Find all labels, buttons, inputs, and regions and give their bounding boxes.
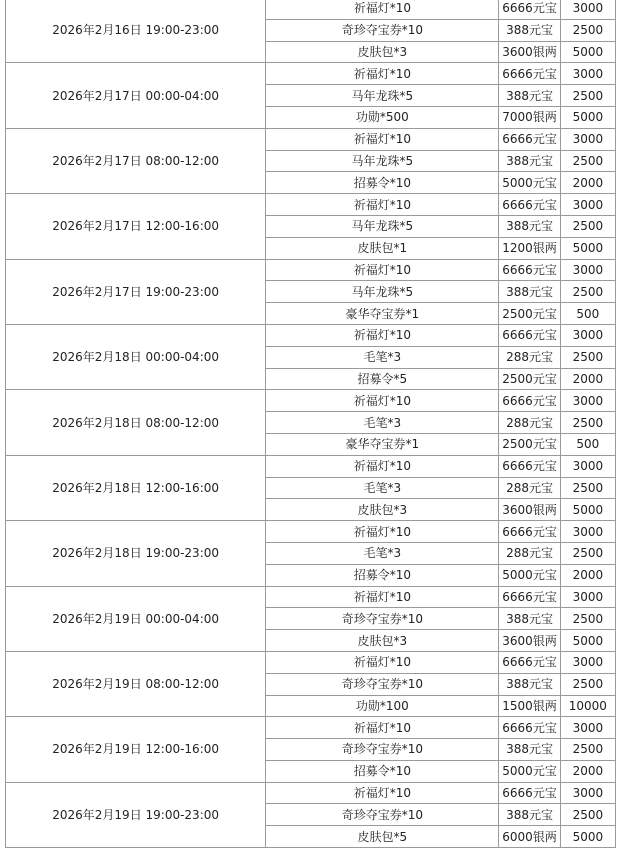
- item-limit-cell: 2500: [560, 19, 615, 41]
- item-name-cell: 毛笔*3: [266, 477, 499, 499]
- item-limit-cell: 3000: [560, 455, 615, 477]
- item-price-cell: 6666元宝: [499, 194, 560, 216]
- item-price-cell: 6666元宝: [499, 128, 560, 150]
- table-row: [6, 455, 616, 477]
- item-limit-cell: 2500: [560, 346, 615, 368]
- table-row: [6, 651, 616, 673]
- time-slot-cell: 2026年2月17日 19:00-23:00: [6, 259, 266, 324]
- schedule-table-body: [6, 0, 616, 848]
- item-name-cell: 奇珍夺宝券*10: [266, 19, 499, 41]
- item-limit-cell: 2500: [560, 150, 615, 172]
- item-name-cell: 祈福灯*10: [266, 0, 499, 19]
- item-price-cell: 3600银两: [499, 630, 560, 652]
- item-price-cell: 3600银两: [499, 41, 560, 63]
- table-row: [6, 717, 616, 739]
- item-name-cell: 祈福灯*10: [266, 521, 499, 543]
- item-name-cell: 皮肤包*5: [266, 826, 499, 848]
- item-price-cell: 288元宝: [499, 346, 560, 368]
- item-limit-cell: 2500: [560, 739, 615, 761]
- item-limit-cell: 2500: [560, 673, 615, 695]
- item-name-cell: 毛笔*3: [266, 542, 499, 564]
- time-slot-cell: 2026年2月18日 12:00-16:00: [6, 455, 266, 520]
- item-name-cell: 招募令*10: [266, 172, 499, 194]
- item-limit-cell: 2000: [560, 172, 615, 194]
- item-name-cell: 毛笔*3: [266, 346, 499, 368]
- item-price-cell: 6666元宝: [499, 455, 560, 477]
- item-limit-cell: 3000: [560, 782, 615, 804]
- item-name-cell: 功勋*100: [266, 695, 499, 717]
- table-row: [6, 0, 616, 19]
- time-slot-cell: 2026年2月19日 00:00-04:00: [6, 586, 266, 651]
- table-row: [6, 586, 616, 608]
- item-limit-cell: 2000: [560, 760, 615, 782]
- table-row: [6, 521, 616, 543]
- item-limit-cell: 3000: [560, 717, 615, 739]
- item-name-cell: 祈福灯*10: [266, 455, 499, 477]
- item-price-cell: 6666元宝: [499, 0, 560, 19]
- item-price-cell: 6666元宝: [499, 63, 560, 85]
- table-row: [6, 782, 616, 804]
- item-price-cell: 388元宝: [499, 19, 560, 41]
- item-limit-cell: 3000: [560, 651, 615, 673]
- item-price-cell: 388元宝: [499, 150, 560, 172]
- time-slot-cell: 2026年2月17日 08:00-12:00: [6, 128, 266, 193]
- item-price-cell: 2500元宝: [499, 368, 560, 390]
- item-price-cell: 288元宝: [499, 542, 560, 564]
- item-limit-cell: 3000: [560, 259, 615, 281]
- item-limit-cell: 5000: [560, 237, 615, 259]
- item-price-cell: 388元宝: [499, 85, 560, 107]
- item-limit-cell: 2000: [560, 368, 615, 390]
- item-price-cell: 5000元宝: [499, 760, 560, 782]
- item-name-cell: 祈福灯*10: [266, 782, 499, 804]
- item-name-cell: 毛笔*3: [266, 412, 499, 434]
- item-name-cell: 祈福灯*10: [266, 717, 499, 739]
- item-limit-cell: 2000: [560, 564, 615, 586]
- item-limit-cell: 3000: [560, 521, 615, 543]
- item-name-cell: 皮肤包*3: [266, 499, 499, 521]
- item-name-cell: 祈福灯*10: [266, 390, 499, 412]
- table-row: [6, 194, 616, 216]
- item-name-cell: 祈福灯*10: [266, 651, 499, 673]
- item-name-cell: 祈福灯*10: [266, 259, 499, 281]
- item-name-cell: 豪华夺宝券*1: [266, 433, 499, 455]
- item-name-cell: 功勋*500: [266, 106, 499, 128]
- item-limit-cell: 5000: [560, 630, 615, 652]
- item-price-cell: 2500元宝: [499, 433, 560, 455]
- item-limit-cell: 3000: [560, 0, 615, 19]
- item-limit-cell: 2500: [560, 804, 615, 826]
- time-slot-cell: 2026年2月19日 12:00-16:00: [6, 717, 266, 782]
- item-limit-cell: 2500: [560, 477, 615, 499]
- item-price-cell: 5000元宝: [499, 172, 560, 194]
- time-slot-cell: 2026年2月18日 08:00-12:00: [6, 390, 266, 455]
- item-price-cell: 388元宝: [499, 673, 560, 695]
- item-name-cell: 招募令*10: [266, 564, 499, 586]
- item-name-cell: 祈福灯*10: [266, 586, 499, 608]
- item-name-cell: 祈福灯*10: [266, 194, 499, 216]
- item-price-cell: 388元宝: [499, 281, 560, 303]
- item-limit-cell: 5000: [560, 41, 615, 63]
- item-name-cell: 祈福灯*10: [266, 63, 499, 85]
- item-limit-cell: 5000: [560, 499, 615, 521]
- item-price-cell: 6666元宝: [499, 259, 560, 281]
- item-name-cell: 祈福灯*10: [266, 324, 499, 346]
- item-limit-cell: 500: [560, 433, 615, 455]
- item-price-cell: 1500银两: [499, 695, 560, 717]
- item-name-cell: 豪华夺宝券*1: [266, 303, 499, 325]
- item-price-cell: 6000银两: [499, 826, 560, 848]
- item-name-cell: 祈福灯*10: [266, 128, 499, 150]
- item-price-cell: 6666元宝: [499, 521, 560, 543]
- item-price-cell: 6666元宝: [499, 717, 560, 739]
- item-limit-cell: 2500: [560, 215, 615, 237]
- item-limit-cell: 2500: [560, 542, 615, 564]
- item-name-cell: 马年龙珠*5: [266, 85, 499, 107]
- item-limit-cell: 5000: [560, 826, 615, 848]
- item-name-cell: 奇珍夺宝券*10: [266, 673, 499, 695]
- item-price-cell: 388元宝: [499, 608, 560, 630]
- item-name-cell: 招募令*5: [266, 368, 499, 390]
- item-limit-cell: 3000: [560, 128, 615, 150]
- item-name-cell: 皮肤包*1: [266, 237, 499, 259]
- item-limit-cell: 2500: [560, 412, 615, 434]
- item-name-cell: 皮肤包*3: [266, 41, 499, 63]
- item-price-cell: 388元宝: [499, 804, 560, 826]
- time-slot-cell: 2026年2月18日 00:00-04:00: [6, 324, 266, 389]
- table-row: [6, 390, 616, 412]
- item-name-cell: 招募令*10: [266, 760, 499, 782]
- time-slot-cell: 2026年2月19日 19:00-23:00: [6, 782, 266, 847]
- item-price-cell: 6666元宝: [499, 651, 560, 673]
- item-limit-cell: 2500: [560, 85, 615, 107]
- item-limit-cell: 3000: [560, 586, 615, 608]
- item-name-cell: 马年龙珠*5: [266, 150, 499, 172]
- item-price-cell: 6666元宝: [499, 782, 560, 804]
- item-price-cell: 3600银两: [499, 499, 560, 521]
- item-price-cell: 1200银两: [499, 237, 560, 259]
- time-slot-cell: 2026年2月18日 19:00-23:00: [6, 521, 266, 586]
- item-limit-cell: 2500: [560, 281, 615, 303]
- item-name-cell: 奇珍夺宝券*10: [266, 804, 499, 826]
- item-limit-cell: 3000: [560, 63, 615, 85]
- item-name-cell: 马年龙珠*5: [266, 281, 499, 303]
- item-price-cell: 5000元宝: [499, 564, 560, 586]
- item-price-cell: 388元宝: [499, 739, 560, 761]
- item-name-cell: 奇珍夺宝券*10: [266, 739, 499, 761]
- item-price-cell: 2500元宝: [499, 303, 560, 325]
- item-price-cell: 6666元宝: [499, 390, 560, 412]
- item-price-cell: 388元宝: [499, 215, 560, 237]
- item-name-cell: 马年龙珠*5: [266, 215, 499, 237]
- table-row: [6, 259, 616, 281]
- schedule-table: [5, 0, 616, 848]
- time-slot-cell: 2026年2月19日 08:00-12:00: [6, 651, 266, 716]
- item-limit-cell: 5000: [560, 106, 615, 128]
- item-price-cell: 6666元宝: [499, 586, 560, 608]
- time-slot-cell: 2026年2月17日 00:00-04:00: [6, 63, 266, 128]
- item-limit-cell: 3000: [560, 194, 615, 216]
- item-name-cell: 奇珍夺宝券*10: [266, 608, 499, 630]
- item-price-cell: 7000银两: [499, 106, 560, 128]
- table-row: [6, 128, 616, 150]
- item-limit-cell: 3000: [560, 324, 615, 346]
- item-price-cell: 288元宝: [499, 477, 560, 499]
- table-row: [6, 63, 616, 85]
- item-limit-cell: 2500: [560, 608, 615, 630]
- item-price-cell: 288元宝: [499, 412, 560, 434]
- item-name-cell: 皮肤包*3: [266, 630, 499, 652]
- item-limit-cell: 10000: [560, 695, 615, 717]
- time-slot-cell: 2026年2月17日 12:00-16:00: [6, 194, 266, 259]
- item-price-cell: 6666元宝: [499, 324, 560, 346]
- table-row: [6, 324, 616, 346]
- item-limit-cell: 3000: [560, 390, 615, 412]
- item-limit-cell: 500: [560, 303, 615, 325]
- time-slot-cell: 2026年2月16日 19:00-23:00: [6, 0, 266, 63]
